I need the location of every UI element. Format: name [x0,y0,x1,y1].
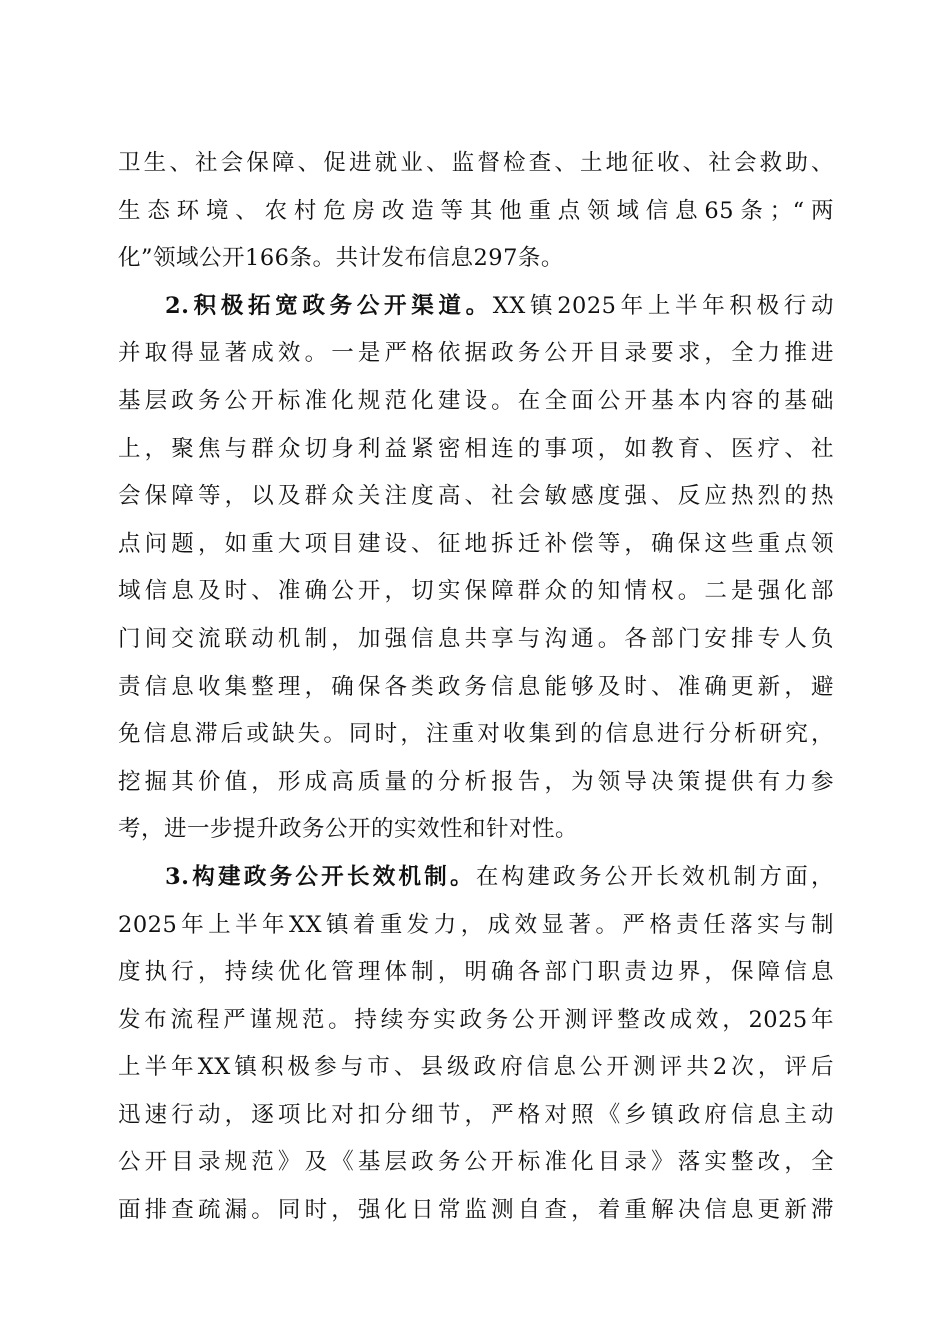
text-line: 迅速行动，逐项比对扣分细节，严格对照《乡镇政府信息主动 [118,1101,834,1128]
text-line [118,283,834,331]
text-line: 公开目录规范》及《基层政务公开标准化目录》落实整改，全 [118,1149,834,1176]
text-line: 化”领域公开166条。共计发布信息297条。 [118,245,564,272]
text-line: 域信息及时、准确公开，切实保障群众的知情权。二是强化部 [118,578,834,605]
text-line: 挖掘其价值，形成高质量的分析报告，为领导决策提供有力参 [118,768,834,795]
text-line: 度执行，持续优化管理体制，明确各部门职责边界，保障信息 [118,959,834,986]
text-line: 责信息收集整理，确保各类政务信息能够及时、准确更新，避 [118,673,834,700]
text-line: 2025年上半年XX镇着重发力，成效显著。严格责任落实与制 [118,911,834,938]
text-line: 会保障等，以及群众关注度高、社会敏感度强、反应热烈的热 [118,483,834,510]
text-line: 面排查疏漏。同时，强化日常监测自查，着重解决信息更新滞 [118,1197,834,1224]
text-line: 上，聚焦与群众切身利益紧密相连的事项，如教育、医疗、社 [118,435,834,462]
text-run: 在构建政务公开长效机制方面， [475,863,834,890]
text-line: 并取得显著成效。一是严格依据政务公开目录要求，全力推进 [118,340,834,367]
text-line: 生态环境、农村危房改造等其他重点领域信息65条；“两 [118,197,834,224]
text-line: 上半年XX镇积极参与市、县级政府信息公开测评共2次，评后 [118,1054,834,1081]
text-line: 点问题，如重大项目建设、征地拆迁补偿等，确保这些重点领 [118,530,834,557]
section-heading: 3.构建政务公开长效机制。 [165,863,476,890]
text-line: 门间交流联动机制，加强信息共享与沟通。各部门安排专人负 [118,625,834,652]
paragraph-1 [118,140,834,283]
paragraph-3 [118,854,834,1235]
paragraph-2 [118,283,834,854]
text-line: 发布流程严谨规范。持续夯实政务公开测评整改成效，2025年 [118,1006,834,1033]
text-line: 免信息滞后或缺失。同时，注重对收集到的信息进行分析研究， [118,721,834,748]
text-line: 考，进一步提升政务公开的实效性和针对性。 [118,816,579,843]
text-line: 基层政务公开标准化规范化建设。在全面公开基本内容的基础 [118,387,834,414]
text-line: 卫生、社会保障、促进就业、监督检查、土地征收、社会救助、 [118,150,834,176]
text-run: XX镇2025年上半年积极行动 [492,292,834,319]
section-heading: 2.积极拓宽政务公开渠道。 [165,292,493,319]
text-line [118,854,834,902]
document-page [118,140,834,1235]
